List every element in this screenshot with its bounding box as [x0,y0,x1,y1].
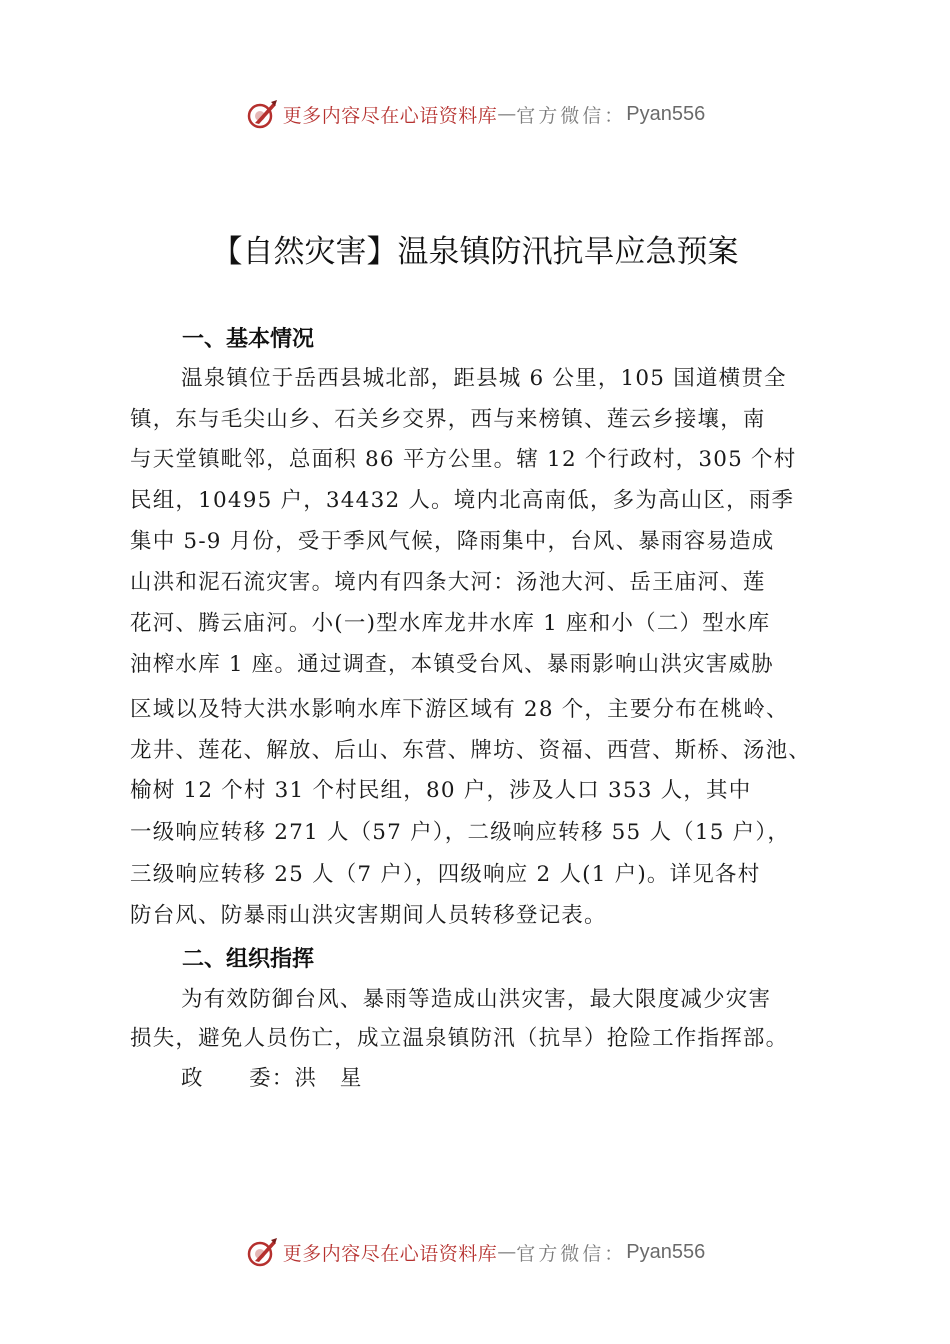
watermark-handle: Pyan556 [626,102,706,125]
watermark-handle: Pyan556 [626,1240,706,1263]
body-line: 温泉镇位于岳西县城北部，距县城 6 公里，105 国道横贯全 [181,366,787,391]
body-line: 龙井、莲花、解放、后山、东营、牌坊、资福、西营、斯桥、汤池、 [130,738,812,763]
watermark-text: 更多内容尽在心语资料库 [282,104,498,127]
header-watermark [0,94,950,134]
body-line: 与天堂镇毗邻，总面积 86 平方公里。辖 12 个行政村，305 个村 [130,447,797,472]
watermark-label: 官方微信： [516,1242,627,1265]
quill-logo-icon [245,1235,279,1269]
body-line: 三级响应转移 25 人（7 户），四级响应 2 人(1 户)。详见各村 [130,862,761,887]
document-title: 【自然灾害】温泉镇防汛抗旱应急预案 [211,234,739,270]
body-line: 损失，避免人员伤亡，成立温泉镇防汛（抗旱）抢险工作指挥部。 [130,1026,789,1051]
section2-heading: 二、组织指挥 [182,947,315,972]
quill-logo-icon [245,97,279,131]
body-line: 一级响应转移 271 人（57 户），二级响应转移 55 人（15 户）， [130,820,791,845]
body-line: 区域以及特大洪水影响水库下游区域有 28 个，主要分布在桃岭、 [130,697,789,722]
watermark-text: 更多内容尽在心语资料库 [282,1242,498,1265]
watermark-separator: — [497,103,517,125]
body-line: 防台风、防暴雨山洪灾害期间人员转移登记表。 [130,903,607,928]
body-line: 山洪和泥石流灾害。境内有四条大河：汤池大河、岳王庙河、莲 [130,570,766,595]
body-line: 榆树 12 个村 31 个村民组，80 户，涉及人口 353 人，其中 [130,778,752,803]
footer-watermark [0,1232,950,1272]
body-line: 花河、腾云庙河。小(一)型水库龙井水库 1 座和小（二）型水库 [130,611,771,636]
watermark-label: 官方微信： [516,104,627,127]
body-line: 集中 5-9 月份，受于季风气候，降雨集中，台风、暴雨容易造成 [130,529,775,554]
watermark-separator: — [497,1241,517,1263]
section1-heading: 一、基本情况 [182,327,315,352]
body-line: 民组，10495 户，34432 人。境内北高南低，多为高山区，雨季 [130,488,795,513]
body-line: 政 委：洪 星 [181,1066,363,1091]
body-line: 为有效防御台风、暴雨等造成山洪灾害，最大限度减少灾害 [181,987,772,1012]
body-line: 镇，东与毛尖山乡、石关乡交界，西与来榜镇、莲云乡接壤，南 [130,407,766,432]
body-line: 油榨水库 1 座。通过调查，本镇受台风、暴雨影响山洪灾害威胁 [130,652,774,677]
